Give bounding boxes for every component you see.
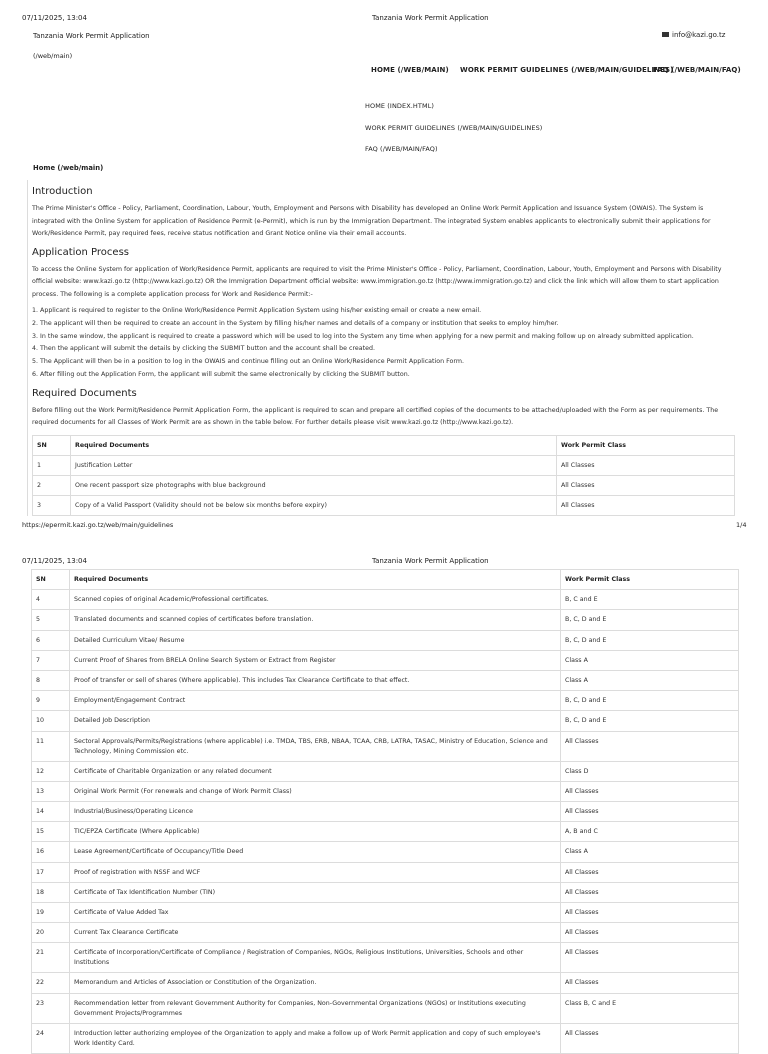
table-row: 19 Certificate of Value Added Tax All Classes [32,903,739,923]
nav-guidelines[interactable]: WORK PERMIT GUIDELINES (/WEB/MAIN/GUIDELINES) [460,66,674,74]
table-row: 1 Justification Letter All Classes [33,455,735,475]
print-title: Tanzania Work Permit Application [372,14,489,22]
documents-table-continued [31,569,739,1054]
mobile-nav-home[interactable]: HOME (INDEX.HTML) [365,102,435,110]
envelope-icon [662,32,669,37]
table-row: 7 Current Proof of Shares from BRELA Online Search System or Extract from Register Class A [32,650,739,670]
required-documents-heading: Required Documents [32,387,137,399]
step-item: 1. Applicant is required to register to the Online Work/Residence Permit Application System using his/her existing email or create a new email. [32,307,482,314]
table-row: 12 Certificate of Charitable Organization or any related document Class D [32,761,739,781]
step-item: 2. The applicant will then be required to create an account in the System by filling his/her names and details of a company or institution that seeks to employ him/her. [32,319,559,327]
table-row: 15 TIC/EPZA Certificate (Where Applicable) A, B and C [32,822,739,842]
table-row: 10 Detailed Job Description B, C, D and E [32,711,739,731]
nav-home[interactable]: HOME (/WEB/MAIN) [371,66,449,74]
documents-table [32,435,735,516]
table-row: 2 One recent passport size photographs with blue background All Classes [33,475,735,495]
header-documents: Required Documents [71,435,557,455]
brand-link-url: (/web/main) [33,52,73,60]
step-item: 3. In the same window, the applicant is required to create a password which will be used to log into the System any time when applying for a new permit and making follow up on already submitted application. [32,332,694,340]
table-row: 17 Proof of registration with NSSF and WCF All Classes [32,862,739,882]
table-row: 21 Certificate of Incorporation/Certificate of Compliance / Registration of Companies, NGOs, Religious Institutions, Universities, Schools and other Institutions All Classes [32,943,739,973]
introduction-text: The Prime Minister's Office - Policy, Parliament, Coordination, Labour, Youth, Employment and Persons with Disability has developed an Online Work Permit Application and Issuance System (OWAIS). The System is integrated with the Online System for application of Residence Permit (e-Permit), which is run by the Immigration Department. The integrated System enables applicants to electronically submit their applications for Work/Residence Permit, pay required fees, receive status notification and Grant Notice online via their email accounts. [32,205,711,237]
table-header-row [33,435,735,455]
step-item: 4. Then the applicant will submit the details by clicking the SUBMIT button and the account shall be created. [32,345,375,353]
table-row: 5 Translated documents and scanned copies of certificates before translation. B, C, D and E [32,610,739,630]
email-link[interactable]: info@kazi.go.tz [662,31,725,39]
table-row: 3 Copy of a Valid Passport (Validity should not be below six months before expiry) All Classes [33,495,735,515]
breadcrumb[interactable]: Home (/web/main) [33,164,104,172]
step-item: 6. After filling out the Application Form, the applicant will submit the same electronically by clicking the SUBMIT button. [32,370,410,378]
table-row: 13 Original Work Permit (For renewals and change of Work Permit Class) All Classes [32,781,739,801]
table-row: 20 Current Tax Clearance Certificate All Classes [32,923,739,943]
print-datetime-page2: 07/11/2025, 13:04 [22,557,87,565]
print-datetime: 07/11/2025, 13:04 [22,14,87,22]
table-row: 24 Introduction letter authorizing employee of the Organization to apply and make a follow up of Work Permit application and copy of such employee's Work Identity Card. All Classes [32,1023,739,1053]
brand-link[interactable]: Tanzania Work Permit Application [33,32,150,40]
required-documents-text: Before filling out the Work Permit/Residence Permit Application Form, the applicant is required to scan and prepare all certified copies of the documents to be attached/uploaded with the Form as per requirements. The required documents for all Classes of Work Permit are as shown in the table below. For further details please visit www.kazi.go.tz (http://www.kazi.go.tz). [32,406,719,427]
application-process-heading: Application Process [32,246,129,258]
header-class: Work Permit Class [561,570,739,590]
table-row: 18 Certificate of Tax Identification Number (TIN) All Classes [32,882,739,902]
mobile-nav-faq[interactable]: FAQ (/WEB/MAIN/FAQ) [365,145,438,153]
header-sn: SN [33,435,71,455]
table-row: 11 Sectoral Approvals/Permits/Registrations (where applicable) i.e. TMDA, TBS, ERB, NBAA, TCAA, CRB, LATRA, TASAC, Ministry of Education, Science and Technology, Mining Commission etc. All Classes [32,731,739,761]
table-row: 6 Detailed Curriculum Vitae/ Resume B, C, D and E [32,630,739,650]
nav-faq[interactable]: FAQ (/WEB/MAIN/FAQ) [653,66,741,74]
print-title-page2: Tanzania Work Permit Application [372,557,489,565]
mobile-nav-guidelines[interactable]: WORK PERMIT GUIDELINES (/WEB/MAIN/GUIDELINES) [365,124,543,132]
application-steps [32,305,735,382]
step-item: 5. The Applicant will then be in a position to log in the OWAIS and continue filling out an Online Work/Residence Permit Application Form. [32,358,464,366]
application-process-text: To access the Online System for application of Work/Residence Permit, applicants are required to visit the Prime Minister's Office - Policy, Parliament, Coordination, Labour, Youth, Employment and Persons with Disability official website: www.kazi.go.tz (http://www.kazi.go.tz) OR the Immigration Department official website: www.immigration.go.tz (http://www.immigration.go.tz) and click the link which will allow them to start application process. The following is a complete application process for Work and Residence Permit:- [32,265,722,298]
introduction-heading: Introduction [32,186,93,197]
table-row: 14 Industrial/Business/Operating Licence All Classes [32,802,739,822]
print-footer-url: https://epermit.kazi.go.tz/web/main/guidelines [22,521,174,529]
table-row: 16 Lease Agreement/Certificate of Occupancy/Title Deed Class A [32,842,739,862]
header-documents: Required Documents [70,570,561,590]
table-row: 4 Scanned copies of original Academic/Professional certificates. B, C and E [32,590,739,610]
print-footer-page: 1/4 [736,521,747,529]
table-row: 9 Employment/Engagement Contract B, C, D and E [32,691,739,711]
table-row: 23 Recommendation letter from relevant Government Authority for Companies, Non-Governmental Organizations (NGOs) or Institutions executing Government Projects/Programmes Class B, C and E [32,993,739,1023]
table-row: 8 Proof of transfer or sell of shares (Where applicable). This includes Tax Clearance Certificate to that effect. Class A [32,671,739,691]
table-row: 22 Memorandum and Articles of Association or Constitution of the Organization. All Classes [32,973,739,993]
header-sn: SN [32,570,70,590]
header-class: Work Permit Class [557,435,735,455]
table-header-row [32,570,739,590]
main-content [27,180,739,516]
